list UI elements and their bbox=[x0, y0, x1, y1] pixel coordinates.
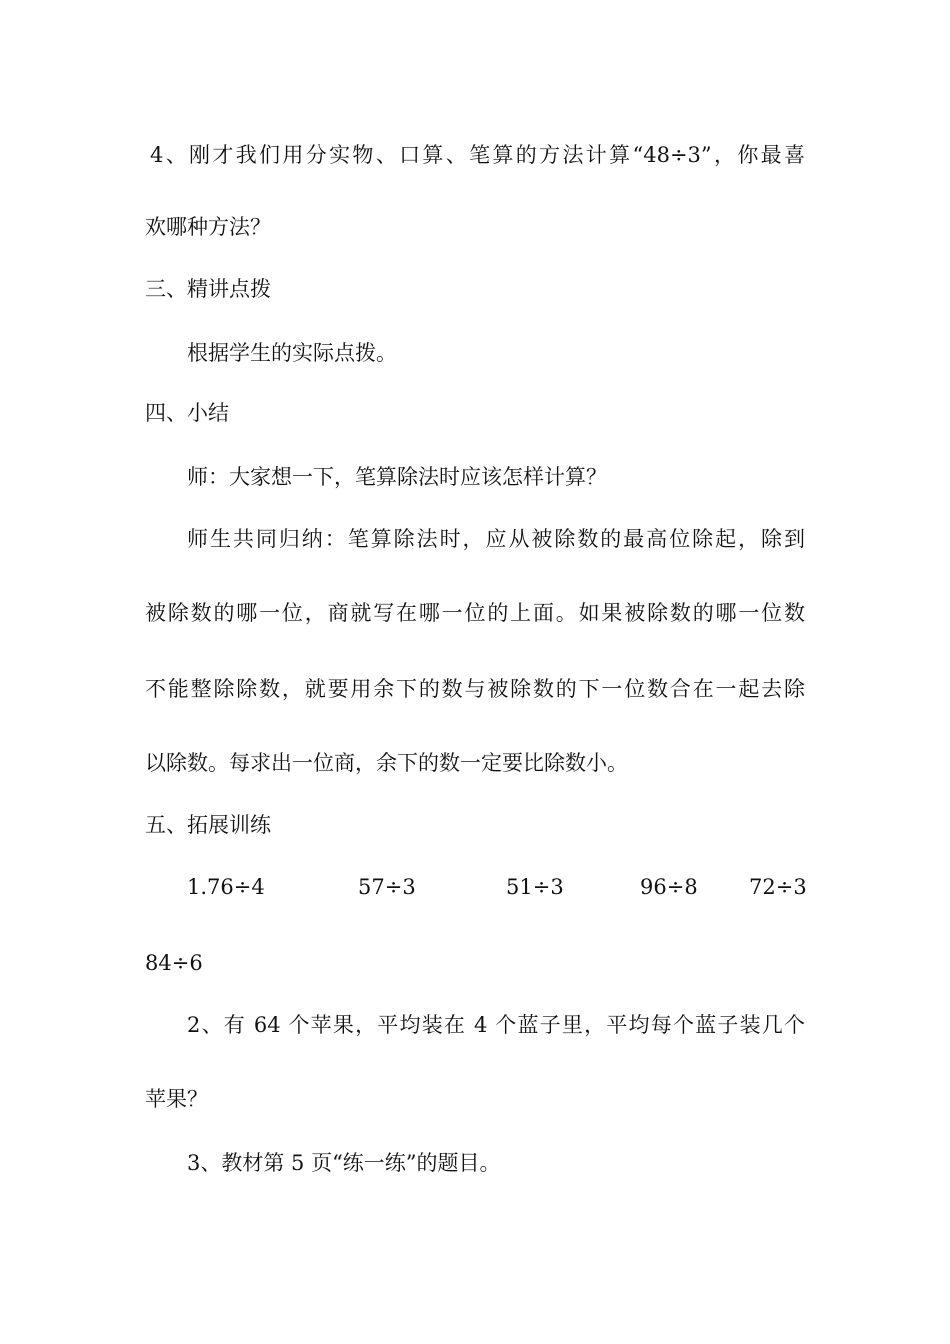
exercise-1-item-4: 96÷8 bbox=[640, 875, 698, 899]
summary-line-3: 不能整除除数，就要用余下的数与被除数的下一位数合在一起去除 bbox=[145, 677, 805, 701]
summary-line-1: 师生共同归纳：笔算除法时，应从被除数的最高位除起，除到 bbox=[187, 527, 805, 551]
exercise-3: 3、教材第 5 页“练一练”的题目。 bbox=[187, 1151, 501, 1175]
section-3-heading: 三、精讲点拨 bbox=[145, 277, 271, 301]
exercise-1-item-6: 84÷6 bbox=[145, 951, 203, 975]
exercise-1-item-3: 51÷3 bbox=[506, 875, 564, 899]
exercise-1-item-2: 57÷3 bbox=[358, 875, 416, 899]
exercise-2-line-2: 苹果？ bbox=[145, 1087, 208, 1111]
section-3-body: 根据学生的实际点拨。 bbox=[187, 341, 397, 365]
teacher-question: 师：大家想一下，笔算除法时应该怎样计算？ bbox=[187, 465, 607, 489]
section-5-heading: 五、拓展训练 bbox=[145, 813, 271, 837]
summary-line-2: 被除数的哪一位，商就写在哪一位的上面。如果被除数的哪一位数 bbox=[145, 601, 805, 625]
exercise-1-item-5: 72÷3 bbox=[749, 875, 807, 899]
exercise-1-item-1: 1.76÷4 bbox=[187, 875, 265, 899]
question-4-line-1: 4、刚才我们用分实物、口算、笔算的方法计算“48÷3”，你最喜 bbox=[150, 143, 805, 167]
exercise-2-line-1: 2、有 64 个苹果，平均装在 4 个蓝子里，平均每个蓝子装几个 bbox=[187, 1013, 805, 1037]
section-4-heading: 四、小结 bbox=[145, 401, 229, 425]
question-4-line-2: 欢哪种方法？ bbox=[145, 215, 271, 239]
summary-line-4: 以除数。每求出一位商，余下的数一定要比除数小。 bbox=[145, 751, 628, 775]
